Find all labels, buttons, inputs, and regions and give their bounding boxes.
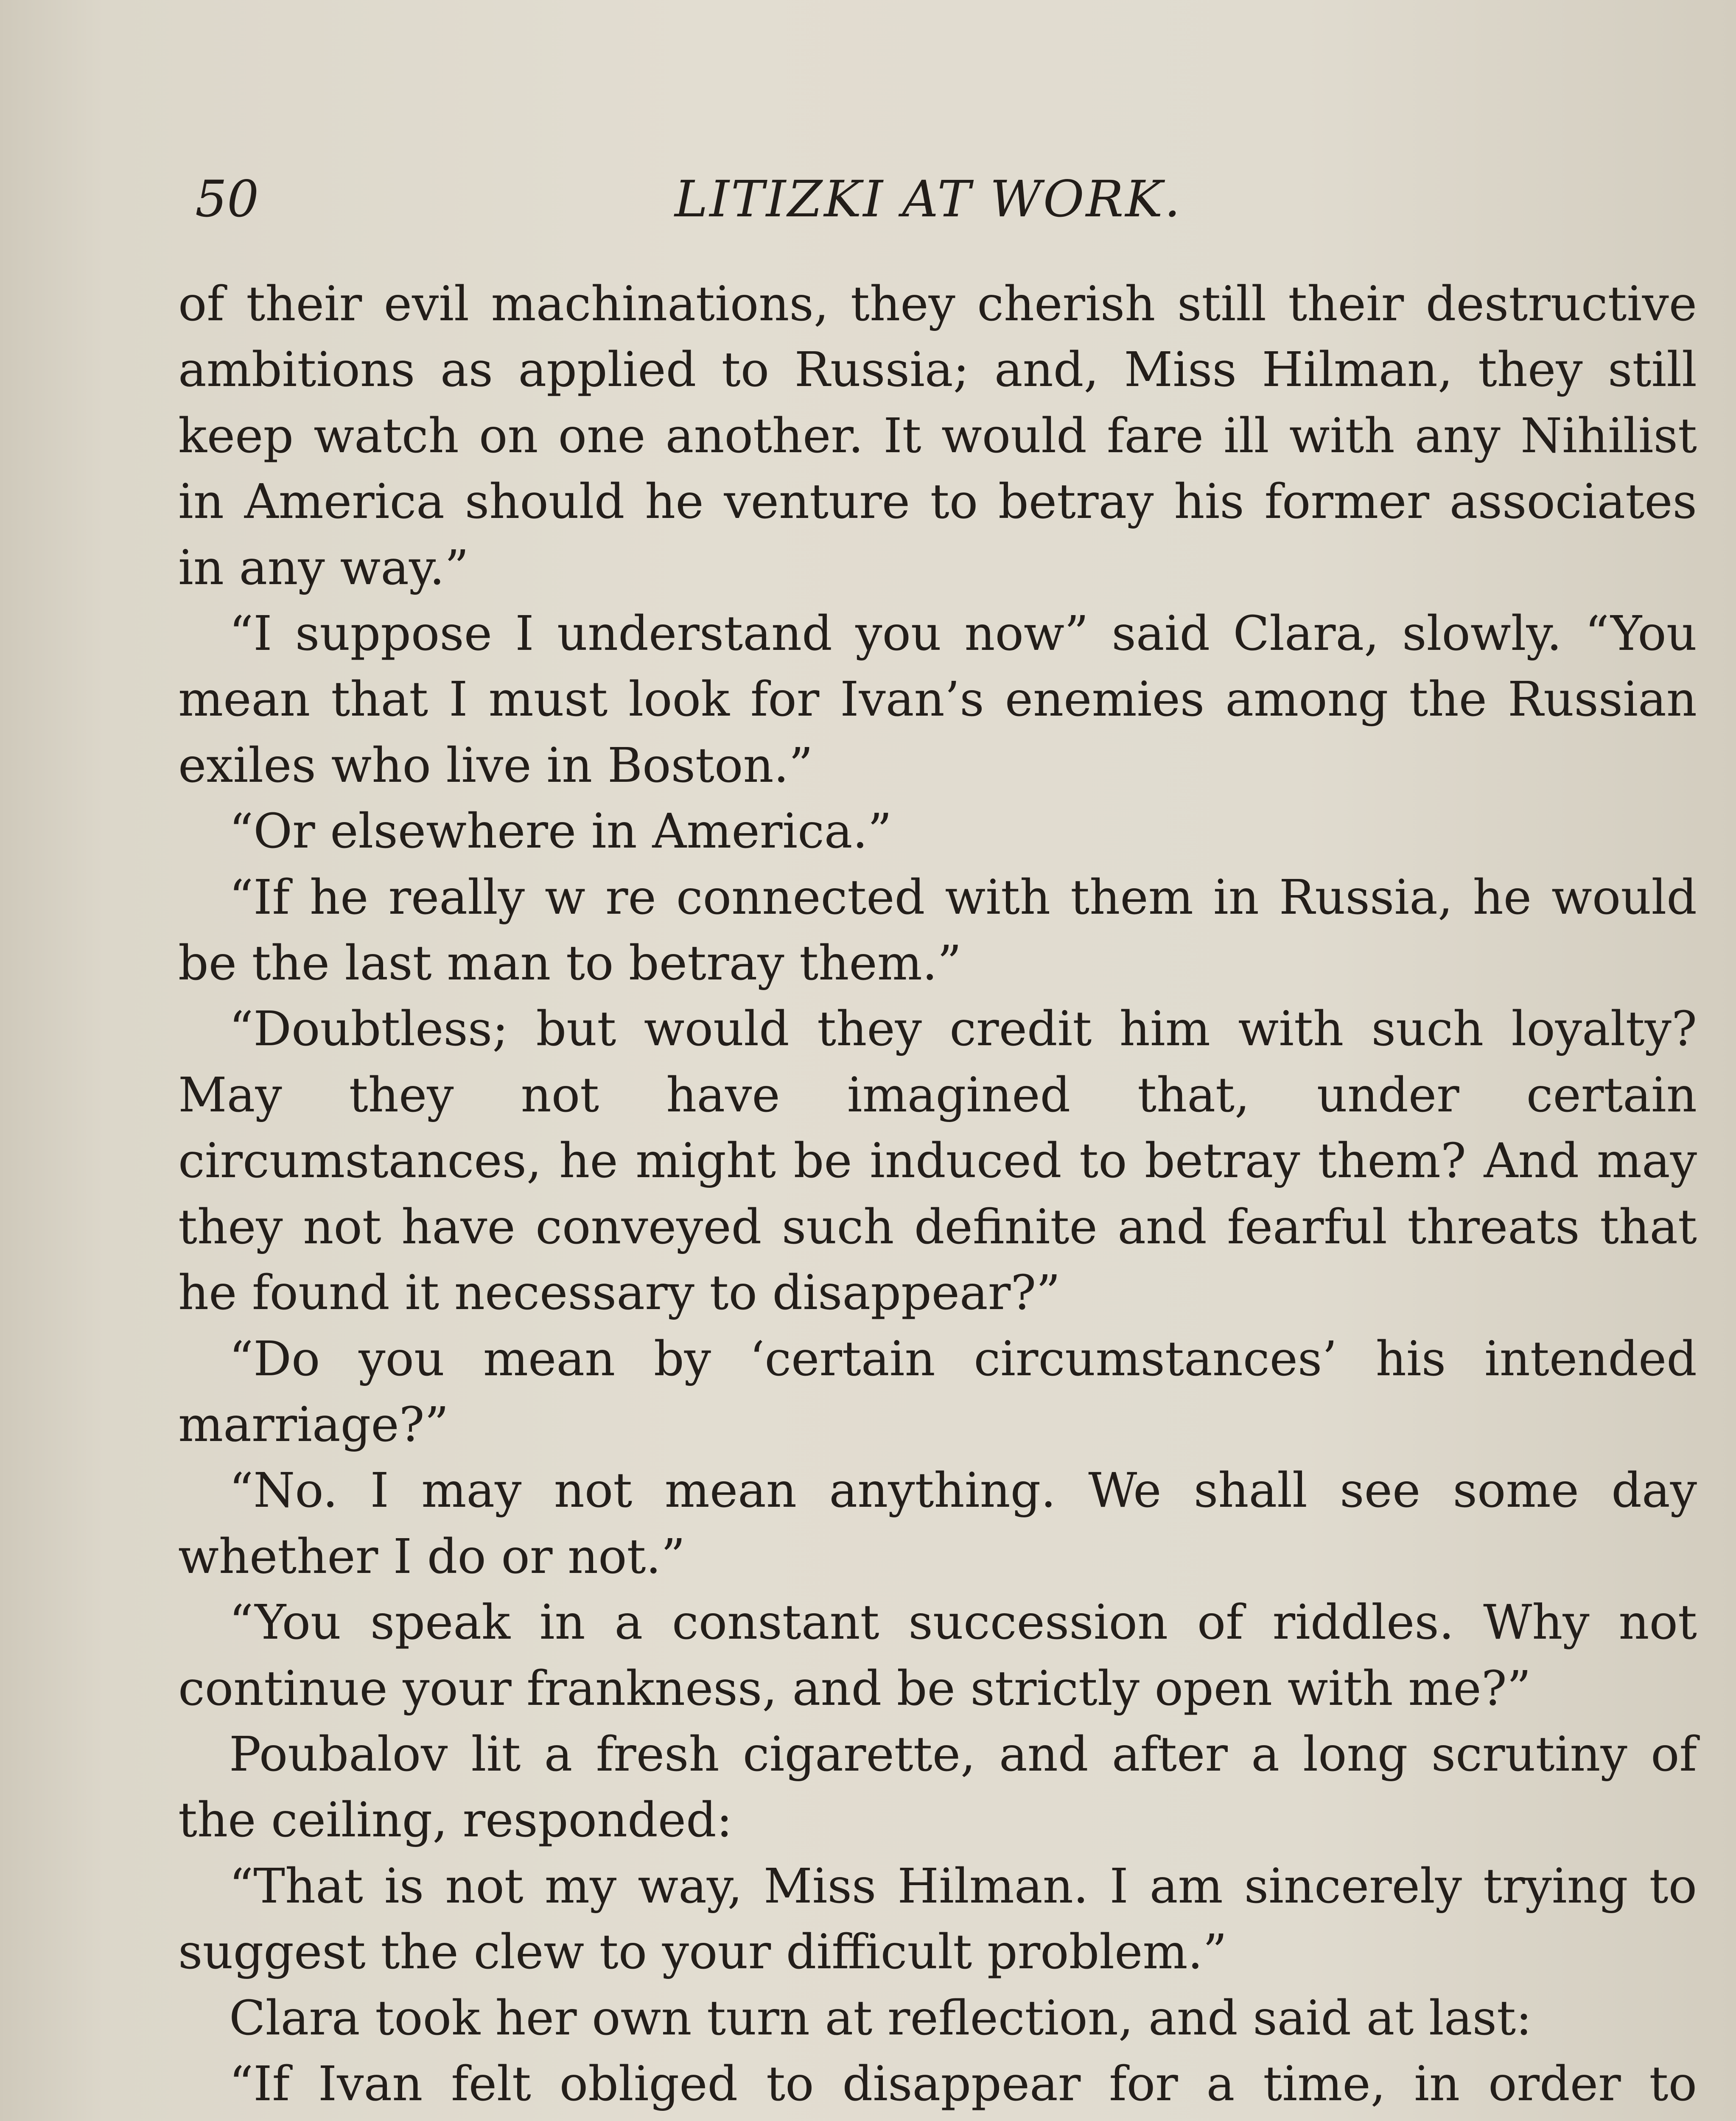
body-text (178, 271, 1697, 2121)
paragraph: of their evil machinations, they cherish still their destructive ambitions as applied to Russia; and, Miss Hilman, they still keep watch on one another. It would fare ill with any Nihilist in America should he venture to betray his former associates in any way.” (178, 277, 1697, 596)
paragraph: Poubalov lit a fresh cigarette, and after a long scrutiny of the ceiling, responded: (178, 1726, 1697, 1848)
page-header (195, 170, 1705, 238)
page-number: 50 (195, 170, 259, 228)
paragraph: Clara took her own turn at reflection, and said at last: (229, 1990, 1532, 2046)
paragraph: “Or elsewhere in America.” (229, 804, 892, 859)
paragraph: “Doubtless; but would they credit him with such loyalty? May they not have imagined that, under certain circumstances, he might be induced to betray them? And may they not have conveyed such definite and fearful threats that he found it necessary to disappear?” (178, 1002, 1697, 1321)
paragraph: “If Ivan felt obliged to disappear for a time, in order to (229, 2056, 1697, 2112)
paragraph: “You speak in a constant succession of riddles. Why not continue your frankness, and be strictly open with me?” (178, 1595, 1697, 1716)
running-head: LITIZKI AT WORK. (675, 170, 1182, 228)
paragraph: “That is not my way, Miss Hilman. I am sincerely trying to suggest the clew to your difficult problem.” (178, 1858, 1697, 1980)
paragraph: “Do you mean by ‘certain circumstances’ his intended marriage?” (178, 1331, 1697, 1452)
paragraph: “I suppose I understand you now” said Clara, slowly. “You mean that I must look for Ivan’s enemies among the Russian exiles who live in Boston.” (178, 606, 1697, 793)
paragraph: “No. I may not mean anything. We shall see some day whether I do or not.” (178, 1463, 1697, 1584)
paragraph: “If he really w re connected with them in Russia, he would be the last man to betray them.” (178, 870, 1697, 991)
